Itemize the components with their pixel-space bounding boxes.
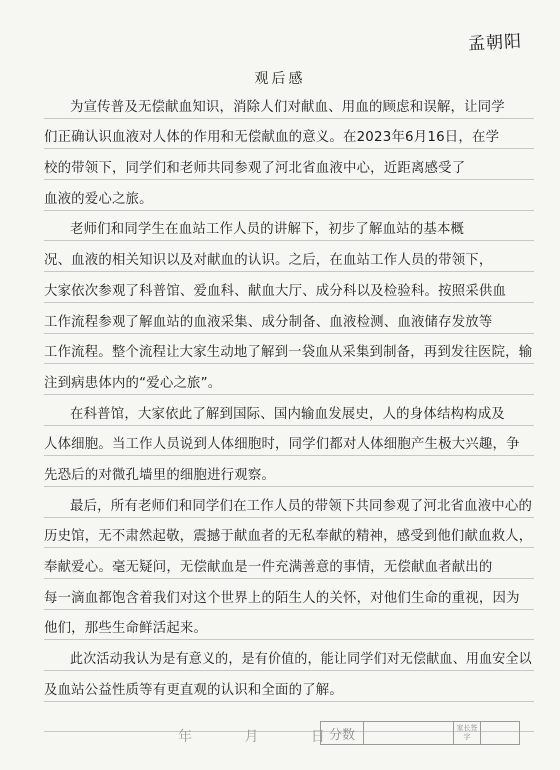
essay-line bbox=[44, 610, 534, 641]
essay-line-text: 大家依次参观了科普馆、爱血科、献血大厅、成分科以及检验科。按照采供血 bbox=[44, 283, 507, 299]
essay-line-text: 每一滴血都饱含着我们对这个世界上的陌生人的关怀，对他们生命的重视，因为 bbox=[44, 590, 520, 606]
essay-line bbox=[44, 180, 534, 211]
essay-line bbox=[44, 303, 534, 334]
essay-line-text: 奉献爱心。毫无疑问，无偿献血是一件充满善意的事情，无偿献血者献出的 bbox=[44, 560, 493, 575]
essay-line-text: 血液的爱心之旅。 bbox=[44, 191, 153, 207]
ruled-lines bbox=[44, 88, 534, 732]
essay-line-text: 在科普馆，大家依此了解到国际、国内输血发展史，人的身体结构构成及 bbox=[70, 406, 505, 422]
essay-line-text: 最后，所有老师们和同学们在工作人员的带领下共同参观了河北省血液中心的 bbox=[70, 498, 533, 514]
essay-line bbox=[44, 241, 534, 272]
essay-line-text: 工作流程。整个流程让大家生动地了解到一袋血从采集到制备，再到发往医院，输 bbox=[44, 345, 533, 361]
footer bbox=[0, 718, 560, 750]
score-field bbox=[364, 722, 454, 744]
date-month: 月 bbox=[244, 729, 261, 745]
essay-line-text: 为宣传普及无偿献血知识，消除人们对献血、用血的顾虑和误解，让同学 bbox=[70, 99, 505, 115]
essay-line-text: 注到病患体内的“爱心之旅”。 bbox=[44, 375, 222, 391]
essay-line-text: 校的带领下，同学们和老师共同参观了河北省血液中心，近距离感受了 bbox=[44, 161, 466, 177]
essay-line-text: 及血站公益性质等有更直观的认识和全面的了解。 bbox=[44, 682, 343, 698]
essay-line bbox=[44, 671, 534, 702]
essay-line bbox=[44, 334, 534, 365]
date-day: 日 bbox=[310, 729, 327, 745]
date-year: 年 bbox=[178, 729, 194, 745]
essay-line bbox=[44, 88, 534, 119]
essay-line bbox=[44, 211, 534, 242]
essay-line bbox=[44, 640, 534, 671]
score-box bbox=[320, 721, 520, 745]
essay-line bbox=[44, 119, 534, 150]
essay-line-text: 人体细胞。当工作人员说到人体细胞时，同学们都对人体细胞产生极大兴趣，争 bbox=[44, 437, 520, 453]
essay-line-text: 老师们和同学生在血站工作人员的讲解下，初步了解血站的基本概 bbox=[70, 222, 465, 238]
parent-sign-field bbox=[480, 722, 519, 744]
essay-line bbox=[44, 272, 534, 303]
parent-sign-label: 家长签字 bbox=[456, 724, 478, 741]
essay-line bbox=[44, 456, 534, 487]
essay-line bbox=[44, 395, 534, 426]
essay-line bbox=[44, 518, 534, 549]
essay-line bbox=[44, 426, 534, 457]
essay-line bbox=[44, 364, 534, 395]
essay-title: 观后感 bbox=[254, 71, 306, 87]
score-label: 分数 bbox=[321, 722, 364, 744]
essay-line bbox=[44, 149, 534, 180]
essay-line bbox=[44, 548, 534, 579]
essay-line-text: 况、血液的相关知识以及对献血的认识。之后，在血站工作人员的带领下， bbox=[44, 253, 493, 269]
essay-line bbox=[44, 487, 534, 518]
author-signature: 孟朝阳 bbox=[467, 31, 523, 55]
essay-line-text: 先恐后的对微孔墙里的细胞进行观察。 bbox=[44, 467, 276, 483]
essay-line-text: 此次活动我认为是有意义的，是有价值的，能让同学们对无偿献血、用血安全以 bbox=[70, 652, 532, 668]
essay-line-text: 历史馆，无不肃然起敬，震撼于献血者的无私奉献的精神，感受到他们献血救人， bbox=[44, 529, 533, 545]
essay-line bbox=[44, 579, 534, 610]
essay-line-text: 们正确认识血液对人体的作用和无偿献血的意义。在2023年6月16日，在学 bbox=[44, 130, 500, 146]
essay-line-text: 工作流程参观了解血站的血液采集、成分制备、血液检测、血液储存发放等 bbox=[44, 314, 493, 330]
essay-line-text: 他们，那些生命鲜活起来。 bbox=[44, 621, 208, 637]
